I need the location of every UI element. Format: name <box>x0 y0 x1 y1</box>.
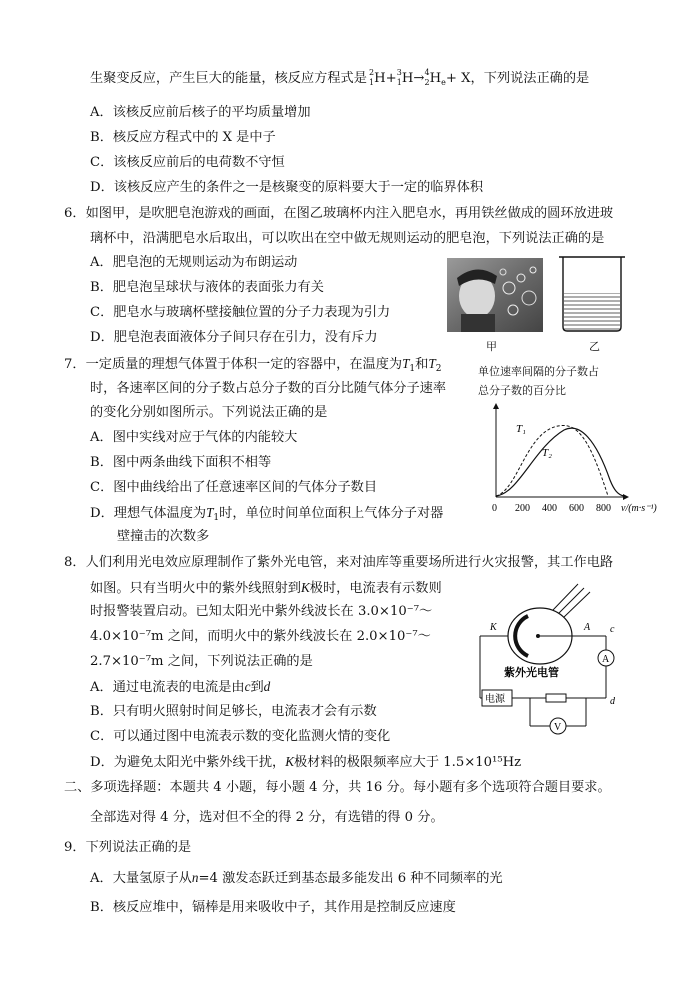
q5-option-c: C．该核反应前后的电荷数不守恒 <box>90 155 285 170</box>
beaker-diagram <box>555 255 629 335</box>
anode <box>536 634 540 638</box>
tick-0: 0 <box>492 503 497 514</box>
figure-yi-label: 乙 <box>589 340 600 353</box>
curve-t2-label: T₂ <box>542 447 552 459</box>
q5-option-b: B．核反应方程式中的 X 是中子 <box>90 130 276 145</box>
speed-distribution-graph <box>478 400 688 520</box>
q5-stem: 生聚变反应，产生巨大的能量，核反应方程式是 $^2_1H+^3_1H\to^4_2H_e+ X$，下列说法正确的是 <box>90 68 590 87</box>
section2-line2: 全部选对得 4 分，选对但不全的得 2 分，有选错的得 0 分。 <box>90 810 444 825</box>
q7-stem-line2: 时，各速率区间的分子数占总分子数的百分比随气体分子速率 <box>90 381 447 396</box>
tick-800: 800 <box>596 503 611 514</box>
q8-stem-line2: 如图。只有当明火中的紫外线照射到K极时，电流表有示数则 <box>90 580 442 596</box>
q8-stem-line4: 4.0×10⁻⁷m 之间，而明火中的紫外线波长在 2.0×10⁻⁷～ <box>90 629 431 644</box>
ammeter-label: A <box>602 654 610 665</box>
phototube-circuit <box>470 578 620 742</box>
voltmeter-label: V <box>554 722 562 733</box>
q7-option-b: B．图中两条曲线下面积不相等 <box>90 455 272 470</box>
curve-t1-label: T₁ <box>516 423 526 435</box>
tick-400: 400 <box>542 503 557 514</box>
q8-stem-line3: 时报警装置启动。已知太阳光中紫外线波长在 3.0×10⁻⁷～ <box>90 604 433 619</box>
q8-stem-line1: 8．人们利用光电效应原理制作了紫外光电管，来对油库等重要场所进行火灾报警，其工作电路 <box>64 555 614 570</box>
label-d: d <box>610 696 615 707</box>
bubble-photo <box>447 258 543 332</box>
graph-title-1: 单位速率间隔的分子数占 <box>478 365 599 378</box>
q6-option-c: C．肥皂水与玻璃杯壁接触位置的分子力表现为引力 <box>90 305 391 320</box>
q9-option-a: A．大量氢原子从n=4 激发态跃迁到基态最多能发出 6 种不同频率的光 <box>90 870 503 886</box>
q5-option-d: D．该核反应产生的条件之一是核聚变的原料要大于一定的临界体积 <box>90 180 484 195</box>
label-c: c <box>610 624 615 635</box>
q6-option-d: D．肥皂泡表面液体分子间只存在引力，没有斥力 <box>90 330 378 345</box>
tick-200: 200 <box>515 503 530 514</box>
q6-stem-line1: 6．如图甲，是吹肥皂泡游戏的画面，在图乙玻璃杯内注入肥皂水，再用铁丝做成的圆环放进玻 <box>64 206 614 221</box>
tube-label: 紫外光电管 <box>504 667 559 679</box>
q6-stem-line2: 璃杯中，沿满肥皂水后取出，可以吹出在空中做无规则运动的肥皂泡，下列说法正确的是 <box>90 231 605 246</box>
q6-option-a: A．肥皂泡的无规则运动为布朗运动 <box>90 255 298 270</box>
q8-option-a: A．通过电流表的电流是由c到d <box>90 679 271 695</box>
q9-option-b: B．核反应堆中，镉棒是用来吸收中子，其作用是控制反应速度 <box>90 900 456 915</box>
graph-title-2: 总分子数的百分比 <box>478 384 566 397</box>
section2-line1: 二、多项选择题：本题共 4 小题，每小题 4 分，共 16 分。每小题有多个选项符合题目要求。 <box>64 780 611 795</box>
q7-option-d-cont: 壁撞击的次数多 <box>117 529 210 544</box>
q5-option-a: A．该核反应前后核子的平均质量增加 <box>90 105 311 120</box>
power-label: 电源 <box>485 694 505 705</box>
q8-stem-line5: 2.7×10⁻⁷m 之间，下列说法正确的是 <box>90 654 313 669</box>
q8-option-c: C．可以通过图中电流表示数的变化监测火情的变化 <box>90 729 391 744</box>
q9-stem: 9．下列说法正确的是 <box>64 840 192 855</box>
q6-option-b: B．肥皂泡呈球状与液体的表面张力有关 <box>90 280 324 295</box>
resistor <box>546 694 566 702</box>
label-k: K <box>490 622 497 633</box>
q8-option-d: D．为避免太阳光中紫外线干扰，K极材料的极限频率应大于 1.5×10¹⁵Hz <box>90 754 522 770</box>
q7-option-d: D．理想气体温度为$T_1$时，单位时间单位面积上气体分子对器 <box>90 505 444 523</box>
q7-stem-line3: 的变化分别如图所示。下列说法正确的是 <box>90 405 328 420</box>
q8-option-b: B．只有明火照射时间足够长，电流表才会有示数 <box>90 704 377 719</box>
q7-option-c: C．图中曲线给出了任意速率区间的气体分子数目 <box>90 480 378 495</box>
curve-t2 <box>496 428 624 496</box>
q7-stem-line1: 7．一定质量的理想气体置于体积一定的容器中，在温度为$T_1$和$T_2$ <box>64 356 442 374</box>
figure-jia-label: 甲 <box>486 340 497 353</box>
x-axis-unit: v/(m·s⁻¹) <box>621 503 657 514</box>
tick-600: 600 <box>569 503 584 514</box>
q7-option-a: A．图中实线对应于气体的内能较大 <box>90 430 298 445</box>
label-a: A <box>584 622 591 633</box>
